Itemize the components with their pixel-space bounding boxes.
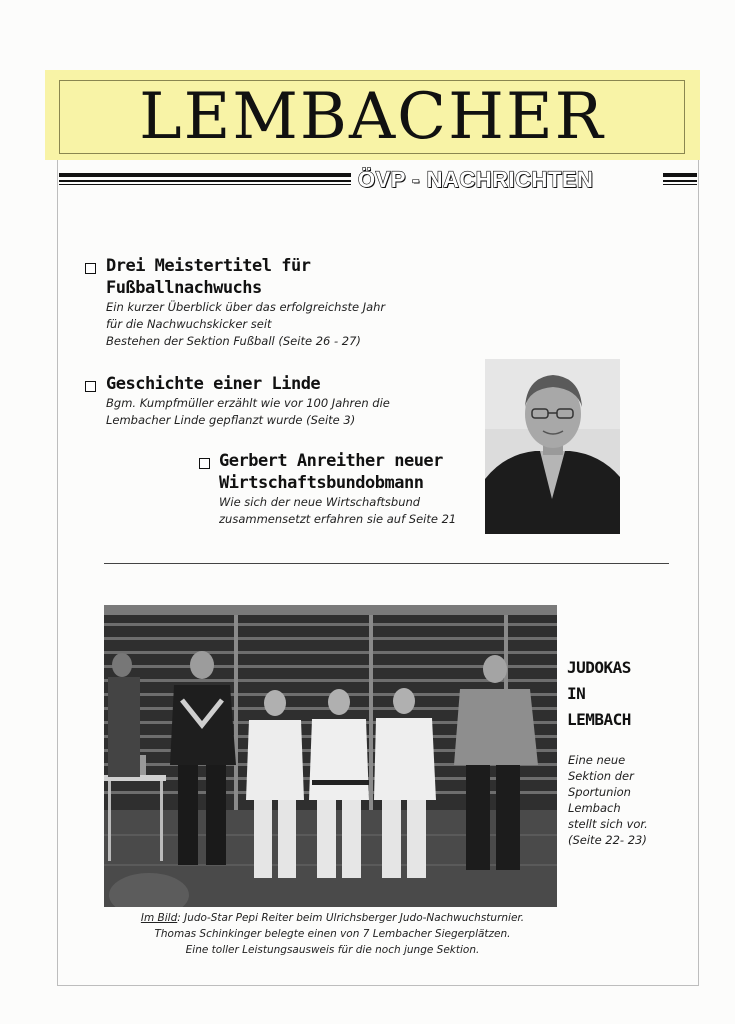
feature-text-line: Lembach (568, 801, 621, 815)
feature-text (568, 752, 688, 848)
feature-text-line: Sportunion (568, 785, 631, 799)
caption-line-rest: : Judo-Star Pepi Reiter beim Ulrichsberger Judo-Nachwuchsturnier. (177, 912, 525, 924)
header-rule-left (59, 173, 351, 189)
feature-text-line: (Seite 22- 23) (568, 833, 647, 847)
masthead-border (59, 80, 685, 154)
feature-text-line: Sektion der (568, 769, 634, 783)
masthead (45, 70, 700, 160)
feature-text-line: stellt sich vor. (568, 817, 648, 831)
article-description: Bgm. Kumpfmüller erzählt wie vor 100 Jahren die Lembacher Linde gepflanzt wurde (Seite 3) (106, 396, 390, 427)
article-headline: Gerbert Anreither neuer Wirtschaftsbundobmann (219, 451, 443, 493)
newsletter-subtitle: ÖVP - NACHRICHTEN (358, 167, 594, 192)
feature-heading (567, 655, 687, 733)
newsletter-title: LEMBACHER (139, 80, 605, 154)
judo-group-photo (104, 605, 557, 907)
feature-heading-line: JUDOKAS (567, 658, 631, 677)
article-headline: Geschichte einer Linde (106, 374, 321, 394)
feature-heading-line: IN (567, 684, 586, 703)
feature-text-line: Eine neue (568, 753, 626, 767)
article-description: Wie sich der neue Wirtschaftsbund zusammensetzt erfahren sie auf Seite 21 (219, 495, 457, 526)
feature-heading-line: LEMBACH (567, 710, 631, 729)
header-rule-right (663, 173, 697, 189)
caption-line: Thomas Schinkinger belegte einen von 7 Lembacher Siegerplätzen. (154, 928, 511, 940)
caption-line (110, 910, 555, 926)
checkbox-bullet-icon (85, 263, 96, 274)
checkbox-bullet-icon (85, 381, 96, 392)
caption-line: Eine toller Leistungsausweis für die noch junge Sektion. (185, 944, 480, 956)
portrait-photo (485, 359, 620, 534)
photo-caption (110, 910, 555, 958)
article-headline: Drei Meistertitel für Fußballnachwuchs (106, 256, 311, 298)
checkbox-bullet-icon (199, 458, 210, 469)
section-divider (104, 563, 669, 564)
article-description: Ein kurzer Überblick über das erfolgreichste Jahr für die Nachwuchskicker seit Bestehen der Sektion Fußball (Seite 26 - 27) (106, 300, 386, 348)
caption-lead: Im Bild (140, 912, 178, 924)
